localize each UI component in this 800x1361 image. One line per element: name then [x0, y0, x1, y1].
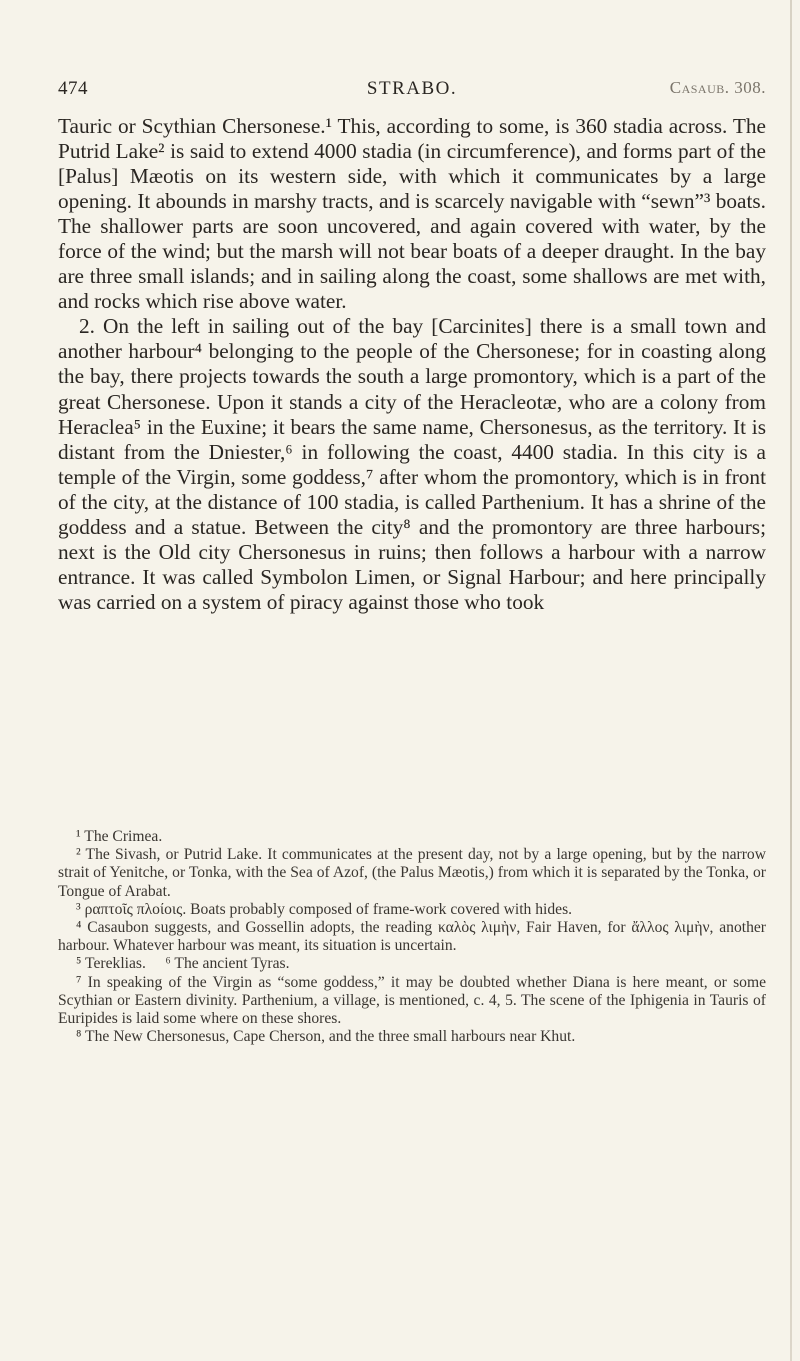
- main-text: [58, 114, 766, 615]
- footnote: ⁷ In speaking of the Virgin as “some goddess,” it may be doubted whether Diana is here meant, or some Scythian or Eastern divinity. Parthenium, a village, is mentioned, c. 4, 5. The scene of the Iphigenia in Tauris of Euripides is laid some where on these shores.: [58, 973, 766, 1028]
- running-title: STRABO.: [366, 78, 458, 99]
- footnote: ¹ The Crimea.: [76, 828, 163, 845]
- page-edge: [790, 0, 792, 1361]
- footnote: ² The Sivash, or Putrid Lake. It communicates at the present day, not by a large opening, but by the narrow strait of Yenitche, or Tonka, with the Sea of Azof, (the Palus Mæotis,) from which it is separated by the Tonka, or Tongue of Arabat.: [58, 846, 766, 900]
- footnote: ³ ραπτοῖς πλοίοις. Boats probably composed of frame-work covered with hides.: [76, 900, 573, 918]
- footnotes: [58, 828, 766, 1046]
- footnote: ⁴ Casaubon suggests, and Gossellin adopts, the reading καλὸς λιμὴν, Fair Haven, for ἄλλος λιμὴν, another harbour. Whatever harbour was meant, its situation is uncertain.: [58, 919, 766, 955]
- footnote: ⁸ The New Chersonesus, Cape Cherson, and the three small harbours near Khut.: [76, 1028, 576, 1046]
- page-number: 474: [58, 78, 88, 99]
- footnote: ⁵ Tereklias. ⁶ The ancient Tyras.: [76, 955, 290, 973]
- paragraph: 2. On the left in sailing out of the bay [Carcinites] there is a small town and another harbour⁴ belonging to the people of the Chersonese; for in coasting along the bay, there projects towards the south a large promontory, which is a part of the great Chersonese. Upon it stands a city of the Heracleotæ, who are a colony from Heraclea⁵ in the Euxine; it bears the same name, Chersonesus, as the territory. It is distant from the Dniester,⁶ in following the coast, 4400 stadia. In this city is a temple of the Virgin, some goddess,⁷ after whom the promontory, which is in front of the city, at the distance of 100 stadia, is called Parthenium. It has a shrine of the goddess and a statue. Between the city⁸ and the promontory are three harbours; next is the Old city Chersonesus in ruins; then follows a harbour with a narrow entrance. It was called Symbolon Limen, or Signal Harbour; and here principally was carried on a system of piracy against those who took: [58, 314, 766, 614]
- running-header: [58, 78, 766, 106]
- paragraph: Tauric or Scythian Chersonese.¹ This, according to some, is 360 stadia across. The Putrid Lake² is said to extend 4000 stadia (in circumference), and forms part of the [Palus] Mæotis on its western side, with which it communicates by a large opening. It abounds in marshy tracts, and is scarcely navigable with “sewn”³ boats. The shallower parts are soon uncovered, and again covered with water, by the force of the wind; but the marsh will not bear boats of a deeper draught. In the bay are three small islands; and in sailing along the coast, some shallows are met with, and rocks which rise above water.: [58, 114, 766, 314]
- casaubon-reference: Casaub. 308.: [669, 78, 766, 97]
